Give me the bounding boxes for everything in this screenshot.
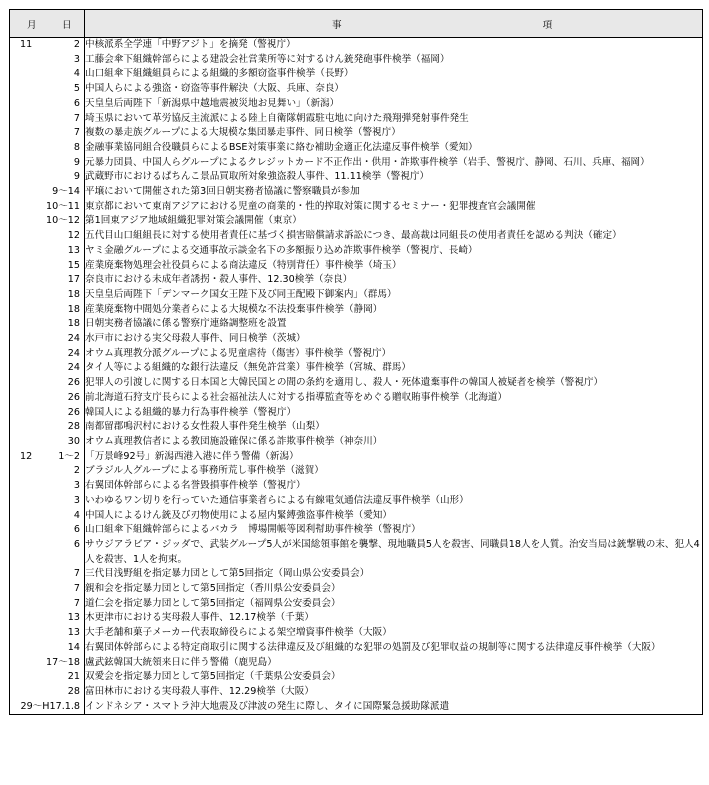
- date-cell: [10, 656, 85, 671]
- day-cell: 21: [67, 671, 80, 683]
- date-cell: [10, 685, 85, 700]
- date-cell: [10, 494, 85, 509]
- table-row: [10, 611, 703, 626]
- day-cell: 13: [67, 244, 80, 256]
- date-cell: [10, 288, 85, 303]
- event-cell: インドネシア・スマトラ沖大地震及び津波の発生に際し、タイに国際緊急援助隊派遣: [85, 700, 450, 712]
- date-cell: [10, 38, 85, 53]
- event-cell: 天皇皇后両陛下「デンマーク国女王陛下及び同王配殿下御案内」（群馬）: [85, 288, 397, 300]
- date-cell: [10, 156, 85, 171]
- table-row: [10, 538, 703, 567]
- date-cell: [10, 597, 85, 612]
- event-header-char-1: 事: [332, 19, 342, 31]
- event-cell: オウム真理教分派グループによる児童虐待（傷害）事件検挙（警視庁）: [85, 347, 392, 359]
- date-cell: [10, 185, 85, 200]
- event-cell: 右翼団体幹部らによる特定商取引に関する法律違反及び組織的な犯罪の処罰及び犯罪収益の規制等に関する法律違反事件検挙（大阪）: [85, 641, 661, 653]
- day-cell: 26: [67, 406, 80, 418]
- table-row: [10, 406, 703, 421]
- date-cell: [10, 479, 85, 494]
- table-row: [10, 685, 703, 700]
- day-cell: 17～18: [45, 656, 80, 668]
- day-cell: 7: [73, 112, 80, 124]
- date-cell: [10, 582, 85, 597]
- table-row: [10, 53, 703, 68]
- chronology-table: [9, 9, 703, 715]
- event-cell: 「万景峰92号」新潟西港入港に伴う警備（新潟）: [85, 450, 299, 462]
- table-row: [10, 391, 703, 406]
- event-cell: 前北海道石狩支庁長らによる社会福祉法人に対する指導監査等をめぐる贈収賄事件検挙（北海道）: [85, 391, 508, 403]
- table-row: [10, 376, 703, 391]
- day-cell: 15: [67, 259, 80, 271]
- date-cell: [10, 435, 85, 450]
- event-cell: オウム真理教信者による教団施設確保に係る詐欺事件検挙（神奈川）: [85, 435, 383, 447]
- date-cell: [10, 523, 85, 538]
- event-header-char-2: 項: [542, 19, 553, 31]
- date-cell: [10, 82, 85, 97]
- table-row: [10, 479, 703, 494]
- day-cell: 3: [73, 480, 80, 492]
- table-row: [10, 670, 703, 685]
- table-row: [10, 126, 703, 141]
- event-cell: サウジアラビア・ジッダで、武装グループ5人が米国総領事館を襲撃、現地職員5人を殺害、同職員18人を人質。治安当局は銃撃戦の末、犯人4人を殺害、1人を拘束。: [85, 538, 700, 565]
- date-cell: [10, 126, 85, 141]
- date-cell: [10, 53, 85, 68]
- event-cell: ヤミ金融グループによる交通事故示談金名下の多額振り込め詐欺事件検挙（警視庁、長崎）: [85, 244, 478, 256]
- table-row: [10, 509, 703, 524]
- event-cell: 中核派系全学連「中野アジト」を摘発（警視庁）: [85, 39, 296, 50]
- table-row: [10, 641, 703, 656]
- day-cell: 26: [67, 391, 80, 403]
- date-cell: [10, 361, 85, 376]
- table-row: [10, 420, 703, 435]
- event-cell: 盧武鉉韓国大統領来日に伴う警備（鹿児島）: [85, 656, 277, 668]
- table-row: [10, 597, 703, 612]
- day-cell: 18: [67, 303, 80, 315]
- day-cell: 24: [67, 333, 80, 345]
- event-cell: 第1回東アジア地域組織犯罪対策会議開催（東京）: [85, 215, 302, 227]
- date-cell: [10, 376, 85, 391]
- event-cell: 山口組傘下組織組員らによる組織的多額窃盗事件検挙（長野）: [85, 68, 354, 80]
- table-row: [10, 347, 703, 362]
- event-cell: 富田林市における実母殺人事件、12.29検挙（大阪）: [85, 685, 314, 697]
- event-cell: 水戸市における実父母殺人事件、同日検挙（茨城）: [85, 333, 306, 345]
- day-cell: 9～14: [52, 186, 80, 198]
- date-cell: [10, 347, 85, 362]
- event-cell: 五代目山口組組長に対する使用者責任に基づく損害賠償請求訴訟につき、最高裁は同組長の使用者責任を認める判決（確定）: [85, 230, 622, 242]
- event-cell: 金融事業協同組合役職員らによるBSE対策事業に絡む補助金適正化法違反事件検挙（愛知）: [85, 141, 478, 153]
- day-cell: 6: [73, 524, 80, 536]
- day-cell: 12: [67, 230, 80, 242]
- event-cell: 木更津市における実母殺人事件、12.17検挙（千葉）: [85, 612, 314, 624]
- date-cell: [10, 97, 85, 112]
- table-row: [10, 141, 703, 156]
- table-row: [10, 523, 703, 538]
- day-cell: 5: [73, 83, 80, 95]
- date-cell: [10, 303, 85, 318]
- date-cell: [10, 626, 85, 641]
- day-header: 日: [62, 20, 72, 31]
- table-row: [10, 464, 703, 479]
- event-cell: 山口組傘下組織幹部らによるバカラ 博場開帳等図利幇助事件検挙（警視庁）: [85, 524, 421, 536]
- day-cell: 10～12: [45, 215, 80, 227]
- date-cell: [10, 420, 85, 435]
- event-cell: 韓国人による組織的暴力行為事件検挙（警視庁）: [85, 406, 297, 418]
- date-cell: [10, 200, 85, 215]
- table-row: [10, 112, 703, 127]
- date-cell: [10, 332, 85, 347]
- event-cell: 道仁会を指定暴力団として第5回指定（福岡県公安委員会）: [85, 597, 341, 609]
- event-cell: いわゆるワン切りを行っていた通信事業者らによる有線電気通信法違反事件検挙（山形）: [85, 494, 469, 506]
- day-cell: 4: [73, 509, 80, 521]
- day-cell: 7: [73, 127, 80, 139]
- date-cell: [10, 391, 85, 406]
- month-cell: 12: [20, 450, 33, 462]
- day-cell: 4: [73, 68, 80, 80]
- date-cell: [10, 214, 85, 229]
- table-row: [10, 67, 703, 82]
- event-cell: 南都留郡鳴沢村における女性殺人事件発生検挙（山梨）: [85, 421, 325, 433]
- day-cell: 18: [67, 288, 80, 300]
- day-cell: 30: [67, 435, 80, 447]
- event-cell: 中国人によるけん銃及び刃物使用による屋内緊縛強盗事件検挙（愛知）: [85, 509, 392, 521]
- event-cell: 親和会を指定暴力団として第5回指定（香川県公安委員会）: [85, 583, 341, 595]
- event-cell: タイ人等による組織的な銀行法違反（無免許営業）事件検挙（宮城、群馬）: [85, 362, 411, 374]
- event-cell: ブラジル人グループによる事務所荒し事件検挙（滋賀）: [85, 465, 324, 477]
- table-row: [10, 582, 703, 597]
- event-cell: 産業廃棄物中間処分業者らによる大規模な不法投棄事件検挙（静岡）: [85, 303, 383, 315]
- table-row: [10, 317, 703, 332]
- table-row: [10, 303, 703, 318]
- table-row: [10, 700, 703, 715]
- day-cell: 7: [73, 568, 80, 580]
- day-cell: 24: [67, 362, 80, 374]
- table-row: [10, 361, 703, 376]
- table-row: [10, 200, 703, 215]
- day-cell: 3: [73, 53, 80, 65]
- table-row: [10, 97, 703, 112]
- event-cell: 平壌において開催された第3回日朝実務者協議に警察職員が参加: [85, 186, 360, 198]
- event-header: [85, 10, 703, 38]
- date-cell: [10, 273, 85, 288]
- table-row: [10, 214, 703, 229]
- day-cell: 6: [73, 538, 80, 550]
- event-cell: 産業廃棄物処理会社役員らによる商法違反（特別背任）事件検挙（埼玉）: [85, 259, 402, 271]
- table-row: [10, 450, 703, 465]
- date-cell: [10, 112, 85, 127]
- day-cell: 9: [73, 171, 80, 183]
- table-row: [10, 273, 703, 288]
- day-cell: 17: [67, 274, 80, 286]
- date-cell: [10, 450, 85, 465]
- day-cell: 24: [67, 347, 80, 359]
- date-cell: [10, 567, 85, 582]
- event-cell: 元暴力団員、中国人らグループによるクレジットカード不正作出・供用・詐欺事件検挙（岩手、警視庁、静岡、石川、兵庫、福岡）: [85, 156, 650, 168]
- table-row: [10, 156, 703, 171]
- event-cell: 複数の暴走族グループによる大規模な集団暴走事件、同日検挙（警視庁）: [85, 127, 401, 139]
- day-cell: 26: [67, 377, 80, 389]
- day-cell: 2: [73, 39, 80, 50]
- table-row: [10, 82, 703, 97]
- day-cell: 28: [67, 685, 80, 697]
- table-row: [10, 494, 703, 509]
- event-cell: 三代目浅野組を指定暴力団として第5回指定（岡山県公安委員会）: [85, 568, 370, 580]
- day-cell: 8: [73, 141, 80, 153]
- table-row: [10, 259, 703, 274]
- date-cell: [10, 317, 85, 332]
- event-cell: 双愛会を指定暴力団として第5回指定（千葉県公安委員会）: [85, 671, 341, 683]
- day-cell: 7: [73, 583, 80, 595]
- day-cell: 9: [73, 156, 80, 168]
- date-cell: [10, 67, 85, 82]
- date-header: [10, 10, 85, 38]
- event-cell: 工藤会傘下組織幹部らによる建設会社営業所等に対するけん銃発砲事件検挙（福岡）: [85, 53, 450, 65]
- date-cell: [10, 464, 85, 479]
- event-cell: 犯罪人の引渡しに関する日本国と大韓民国との間の条約を適用し、殺人・死体遺棄事件の韓国人被疑者を検挙（警視庁）: [85, 377, 604, 389]
- table-row: [10, 229, 703, 244]
- day-cell: 28: [67, 421, 80, 433]
- table-row: [10, 170, 703, 185]
- day-cell: 3: [73, 494, 80, 506]
- event-cell: 右翼団体幹部らによる名誉毀損事件検挙（警視庁）: [85, 480, 306, 492]
- date-cell: [10, 406, 85, 421]
- table-row: [10, 435, 703, 450]
- table-row: [10, 288, 703, 303]
- table-row: [10, 185, 703, 200]
- event-cell: 中国人らによる強盗・窃盗等事件解決（大阪、兵庫、奈良）: [85, 83, 345, 95]
- day-cell: 13: [67, 627, 80, 639]
- date-cell: [10, 538, 85, 567]
- date-cell: [10, 259, 85, 274]
- date-cell: [10, 670, 85, 685]
- table-row: [10, 656, 703, 671]
- table-row: [10, 626, 703, 641]
- date-cell: [10, 700, 85, 715]
- event-cell: 天皇皇后両陛下「新潟県中越地震被災地お見舞い」（新潟）: [85, 97, 340, 109]
- event-cell: 武蔵野市におけるぱちんこ景品買取所対象強盗殺人事件、11.11検挙（警視庁）: [85, 171, 430, 183]
- event-cell: 東京都において東南アジアにおける児童の商業的・性的搾取対策に関するセミナー・犯罪捜査官会議開催: [85, 200, 536, 212]
- day-cell: 7: [73, 597, 80, 609]
- date-cell: [10, 170, 85, 185]
- date-cell: [10, 229, 85, 244]
- event-cell: 日朝実務者協議に係る警察庁連絡調整班を設置: [85, 318, 287, 330]
- table-row: [10, 38, 703, 53]
- day-cell: 1～2: [58, 450, 80, 462]
- event-cell: 大手老舗和菓子メーカー代表取締役らによる架空増資事件検挙（大阪）: [85, 627, 392, 639]
- event-cell: 奈良市における未成年者誘拐・殺人事件、12.30検挙（奈良）: [85, 274, 353, 286]
- event-cell: 埼玉県において革労協反主流派による陸上自衛隊朝霞駐屯地に向けた飛翔弾発射事件発生: [85, 112, 469, 124]
- header-row: [10, 10, 703, 38]
- month-header: 月: [27, 20, 37, 31]
- day-cell: 13: [67, 612, 80, 624]
- table-row: [10, 332, 703, 347]
- day-cell: 18: [67, 318, 80, 330]
- date-cell: [10, 509, 85, 524]
- month-cell: 11: [20, 39, 33, 50]
- day-cell: 2: [73, 465, 80, 477]
- day-cell: 10～11: [45, 200, 80, 212]
- day-cell: 6: [73, 97, 80, 109]
- date-cell: [10, 611, 85, 626]
- table-row: [10, 567, 703, 582]
- date-cell: [10, 141, 85, 156]
- day-cell: 14: [67, 641, 80, 653]
- day-cell: 29～H17.1.8: [20, 700, 80, 712]
- table-row: [10, 244, 703, 259]
- date-cell: [10, 244, 85, 259]
- date-cell: [10, 641, 85, 656]
